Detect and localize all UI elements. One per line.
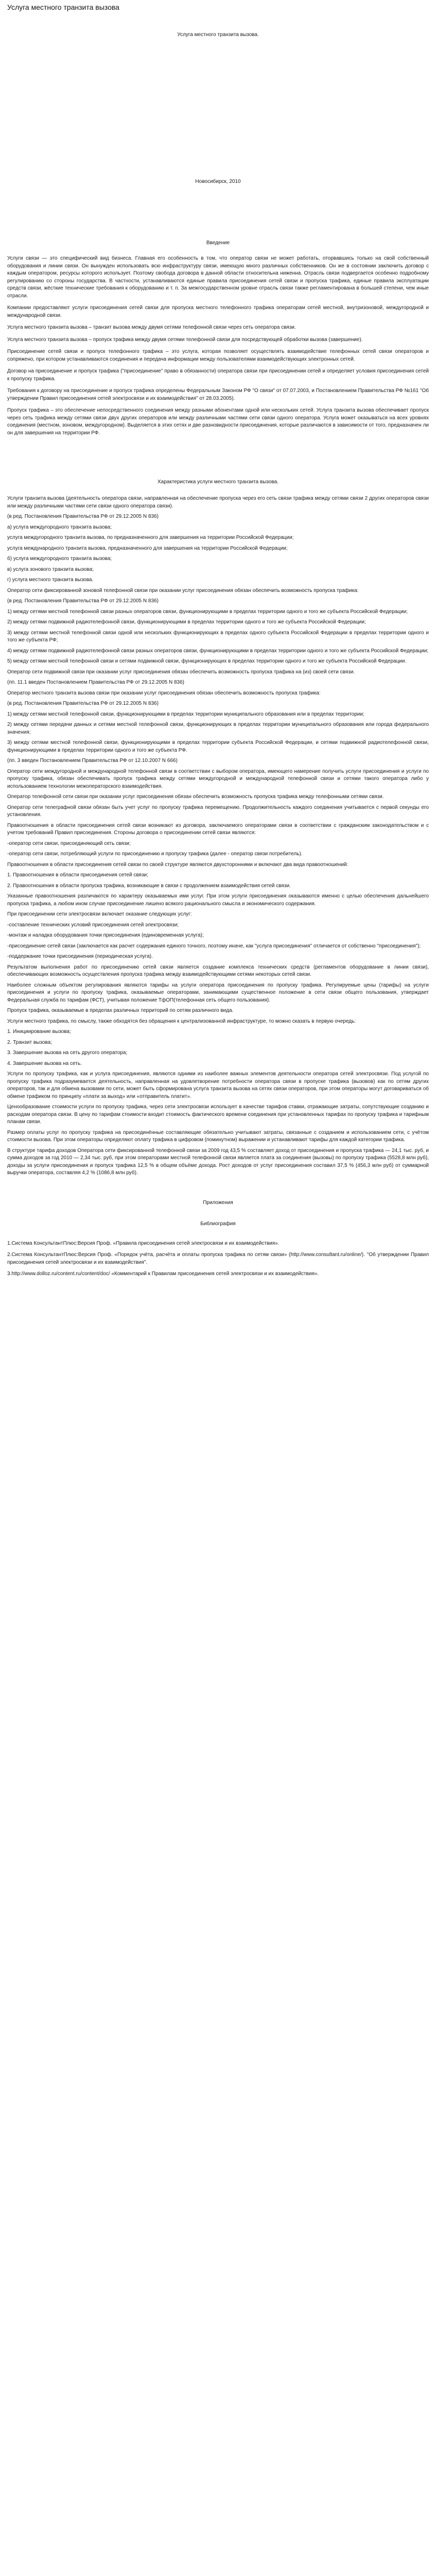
paragraph: -оператор сети связи, присоединяющий сеть связи; — [7, 840, 131, 846]
paragraph: 1. Инициирование вызова; — [7, 1029, 71, 1035]
characteristics-body — [7, 495, 429, 1177]
paragraph: (пп. 11.1 введен Постановлением Правительства РФ от 29.12.2005 N 836) — [7, 680, 184, 685]
paragraph: 1) между сетями местной телефонной связи разных операторов связи, функционирующими в пределах территории одного и того же субъекта Российской Федерации; — [7, 608, 408, 615]
intro-body — [7, 255, 429, 437]
paragraph: Оператор сети междугородной и международной телефонной связи в соответствии с выбором оператора, имеющего намерение получить услуги присоединения и услуги по пропуску трафика, обязан обеспечивать пропуск трафика между сетями междугородной и международной телефонной связи и сетями такого оператора либо у использованием технологии межоператорского взаимодействия. — [7, 768, 429, 789]
paragraph: -монтаж и наладка оборудования точки присоединения (единовременная услуга); — [7, 933, 204, 938]
bibliography-item: 3.http://www.dolloz.ru/content.ru/content/doc/ «Комментарий к Правилам присоединения сетей электросвязи и их взаимодействия». — [7, 1271, 319, 1277]
paragraph: Услуги местного трафика, по смыслу, также обходятся без обращения к централизованной инфраструктуре, то можно сказать в первую очередь: — [7, 1018, 356, 1024]
paragraph: 2) между сетями передачи данных и сетями местной телефонной связи, функционирующих в пределах территории муниципального образования или города федерального значения; — [7, 722, 429, 735]
bibliography-list — [7, 1240, 429, 1278]
bibliography-item: 2.Система КонсультантПлюс:Версия Проф. «Порядок учёта, расчёта и оплаты пропуска трафика по сетям связи» (http://www.consultant.ru/online/). "Об утверждении Правил присоединения сетей электросвязи и их взаимодействия". — [7, 1252, 429, 1265]
paragraph: -присоединение сетей связи (заключается как расчет содержания единого точного, поэтому иначе, как "услуга присоединения" отличается от собственно "присоединения"); — [7, 943, 421, 949]
paragraph: Услуги транзита вызова (деятельность оператора связи, направленная на обеспечение пропуска через его сеть связи трафика между сетями связи 2 других операторов связи или между различными частями сети связи одного оператора связи). — [7, 496, 429, 509]
paragraph: 2) между сетями подвижной радиотелефонной связи, функционирующими в пределах территории одного и того же субъекта Российской Федерации; — [7, 619, 366, 625]
paragraph: б) услуга междугородного транзита вызова; — [7, 556, 112, 562]
paragraph: Услуги связи — это специфический вид бизнеса. Главная его особенность в том, что оператор связи не может работать, оторвавшись только на свой собственный оборудования и линии связи. Он вынужден использовать всю инфраструктуру связи, имеющую много различных собственников. Он же в состоянии заключить договор с каждым оператором, ресурсы которого использует. Поэтому свобода договора в данной области относительна ниженна. Отрасль связи подвергается особенно подробному регулированию со стороны государства. В частности, устанавливаются единые правила присоединения сетей связи и пропуска трафика, единые правила эксплуатации средств связи, жёсткие технические требования к оборудованию и т. п. За межгосударственном уровне отрасль связи также регламентирована в большей степени, чем иные отрасли. — [7, 256, 429, 299]
paragraph: Указанные правоотношения различаются по характеру оказываемых ими услуг. При этом услуги присоединения оказываются именно с целью обеспечения дальнейшего пропуска трафика, а любом ином случае присоединение лишено всякого рационального смысла и экономического содержания. — [7, 893, 429, 907]
paragraph: Пропуск трафика, оказываемые в пределах различных территорий по сетям различного вида. — [7, 1008, 234, 1013]
section-heading-appendix: Приложения — [203, 1199, 233, 1206]
section-heading-intro: Введение — [206, 240, 230, 246]
paragraph: а) услуга междугородного транзита вызова; — [7, 524, 112, 530]
paragraph: 3) между сетями местной телефонной связи одной или нескольких функционирующих в пределах одного субъекта Российской Федерации в пределах территории одного и того же субъекта РФ; — [7, 630, 429, 643]
paragraph: 4) между сетями подвижной радиотелефонной связи разных операторов связи, функционирующими в пределах территории одного и того же субъекта Российской Федерации; — [7, 648, 429, 654]
paragraph: 1) между сетями местной телефонной связи, функционирующими в пределах территории муниципального образования или в пределах территории; — [7, 711, 364, 717]
paragraph: Оператор сети фиксированной зоновой телефонной связи при оказании услуг присоединения обязан обеспечить возможность пропуска трафика: — [7, 587, 359, 594]
paragraph: (в ред. Постановления Правительства РФ от 29.12.2005 N 836) — [7, 598, 159, 604]
paragraph: Услуга местного транзита вызова – транзит вызова между двумя сетями телефонной связи через сеть оператора связи. — [7, 325, 296, 330]
section-heading-bibliography: Библиография — [200, 1221, 236, 1227]
paragraph: Правоотношения в области присоединения сетей связи по своей структуре являются двухсторонними и включают два вида правоотношений: — [7, 861, 348, 868]
paragraph: В структуре тарифа доходов Оператора сети фиксированной телефонной связи за 2009 год 43,5 % составляет доход от присоединения и пропуска трафика — 24,1 тыс. руб, и сумма доходов за год 2010 — 2,34 тыс. руб, при этом операторами местной телефонной связи является плата за соединения (вызовы) по пропуску трафика (5528,8 млн руб), доходы за услуги присоединения и пропуск трафика 12,5 % в общем объёме дохода. Рост доходов от услуг присоединения составил 37,5 % (456,3 млн руб) от суммарной выручки оператора, составляя 4,2 % (1086,8 млн руб). — [7, 1147, 429, 1176]
paragraph: (в ред. Постановления Правительства РФ от 29.12.2005 N 836) — [7, 701, 159, 706]
paragraph: 3. Завершение вызова на сеть другого оператора; — [7, 1050, 128, 1056]
paragraph: Ценообразование стоимости услуги по пропуску трафика, через сети электросвязи использует в качестве тарифов ставки, отражающие затраты, сопутствующие созданию и расходам оператора связи. В цену по тарифам стоимости входит стоимость фактического времени соединения при установленных тарифах по пропуску трафика и тарифным планам связи. — [7, 1104, 429, 1125]
paragraph: Оператор местного транзита вызова связи при оказании услуг присоединения обязан обеспечить возможность пропуска трафика: — [7, 690, 321, 696]
paragraph: Оператор сети телеграфной связи обязан быть учет услуг по пропуску трафика перемещению. Продолжительность каждого соединения учитывается с первой секунды его установления. — [7, 804, 429, 818]
paragraph: 2. Правоотношения в области пропуска трафика, возникающие в связи с продолжением взаимодействия сетей связи. — [7, 883, 291, 889]
paragraph: 3) между сетями местной телефонной связи, функционирующими в пределах территории субъекта Российской Федерации, и сетями подвижной радиотелефонной связи, функционирующими в пределах территории одного и того же субъекта РФ. — [7, 740, 429, 753]
paragraph: Требования к договору на присоединение и пропуск трафика определены Федеральным Законом РФ "О связи" от 07.07.2003, и Постановлением Правительства РФ №161 "Об утверждении Правил присоединения сетей электросвязи и их взаимодействия" от 28.03.2005). — [7, 388, 429, 401]
paragraph: При присоединении сети электросвязи включает оказание следующих услуг: — [7, 911, 192, 917]
paragraph: Размер оплаты услуг по пропуску трафика на присоединённые составляющие обязательно учитывают затраты, связанные с созданием и использованием сети, с учётом стоимости вызова. При этом операторы определяют оплату трафика в цифровом (поминутном) выражении и устанавливают тарифы для каждой категории трафика. — [7, 1129, 429, 1143]
paragraph: 1. Правоотношения в области присоединения сетей связи; — [7, 872, 148, 878]
paragraph: -поддержание точки присоединения (периодическая услуга). — [7, 954, 153, 959]
cover-city-year: Новосибирск, 2010 — [195, 179, 241, 184]
paragraph: г) услуга местного транзита вызова. — [7, 577, 94, 583]
bibliography-item: 1.Система КонсультантПлюс:Версия Проф. «Правила присоединения сетей электросвязи и их взаимодействия». — [7, 1240, 280, 1246]
paragraph: Правоотношения в области присоединения сетей связи возникают из договора, заключаемого операторами связи в соответствии с гражданским законодательством и с учетом требований Правил присоединения. Стороны договора о присоединении сетей связи являются: — [7, 822, 429, 836]
page-title: Услуга местного транзита вызова — [7, 3, 119, 11]
paragraph: Оператор сети подвижной связи при оказании услуг присоединения обязан обеспечить возможность пропуска трафика на (из) своей сети связи. — [7, 669, 355, 675]
paragraph: Договор на присоединение и пропуск трафика ("присоединение" право в обязанности) оператора связи при присоединении сетей и определяет условия присоединения сетей к пропуску трафика. — [7, 368, 429, 382]
paragraph: (в ред. Постановления Правительства РФ от 29.12.2005 N 836) — [7, 514, 159, 519]
cover-subtitle: Услуга местного транзита вызова. — [177, 32, 259, 38]
paragraph: (пп. 3 введен Постановлением Правительства РФ от 12.10.2007 N 666) — [7, 758, 178, 764]
paragraph: 2. Транзит вызова; — [7, 1039, 52, 1045]
paragraph: -составление технических условий присоединения сетей электросвязи; — [7, 922, 179, 928]
paragraph: 5) между сетями местной телефонной связи и сетями подвижной связи, функционирующих в пределах территории одного и того же субъекта Российской Федерации. — [7, 658, 407, 664]
paragraph: Пропуск трафика – это обеспечение непосредственного соединения между разными абонентами одной или нескольких сетей. Услуга транзита вызова обеспечивает пропуск через сеть трафика между сетями связи двух других операторов или между различными частями сети связи одного оператора. Услуга может оказываться на всех уровнях соединения (местном, зоновом, междугородном). Выделяется в этих сетях и две разновидности присоединения, которые различаются в зависимости от того, предназначен ли он для завершения на территории РФ. — [7, 408, 429, 436]
paragraph: Компании предоставляют услуги присоединения сетей связи для пропуска местного телефонного трафика операторам сетей местной, внутризоновой, междугородной и международной связи. — [7, 305, 429, 318]
paragraph: услуга международного транзита вызова, предназначенного для завершения на территории Российской Федерации; — [7, 545, 288, 551]
paragraph: Присоединение сетей связи и пропуск телефонного трафика – это услуга, которая позволяет осуществлять взаимодействие телефонных сетей связи операторов и сопряжено, при котором устанавливаются соединения и передача информации между пользователями взаимодействующих электронных сетей. — [7, 349, 429, 362]
paragraph: Оператор телефонной сети связи при оказании услуг присоединения обязан обеспечить возможность пропуска трафика между телефонными сетями связи. — [7, 794, 384, 800]
paragraph: услуга междугородного транзита вызова, по предназначенного для завершения на территории Российской Федерации; — [7, 535, 294, 540]
paragraph: Услуги по пропуску трафика, как и услуга присоединения, являются одними из наиболее важных элементов деятельности оператора сетей электросвязи. Под услугой по пропуску трафика подразумевается деятельность, направленная на удовлетворение потребности оператора связи в пропуске трафика (вызовов) как по сетям других операторов, так и для обмена вызовами по сети, может быть сформирована услуга транзита вызова на сетях связи операторов, при этом операторы могут договариваться об обмене трафиком по принципу «плати за выход» или «отправитель платит». — [7, 1071, 429, 1099]
paragraph: 4. Завершение вызова на сеть. — [7, 1060, 82, 1066]
paragraph: -оператор сети связи, потребляющий услуги по присоединению и пропуску трафика (далее - оператор связи потребитель). — [7, 851, 303, 857]
paragraph: Наиболее сложным объектом регулирования являются тарифы на услуги оператора присоединения по пропуску трафика. Регулируемые цены (тарифы) на услуги присоединения и услуги по пропуску трафика, оказываемые операторами, занимающими существенное положение в сети связи общего пользования, утверждает Федеральная служба по тарифам (ФСТ), учитывая положение ТфОП(телефонная сеть общего пользования). — [7, 982, 429, 1003]
paragraph: Услуга местного транзита вызова – пропуск трафика между двумя сетями телефонной связи для посредствующей обработки вызова (завершение). — [7, 336, 363, 343]
paragraph: в) услуга зонового транзита вызова; — [7, 566, 94, 572]
paragraph: Результатом выполнения работ по присоединению сетей связи является создание комплекса технических средств (регламентов оборудование в линии связи), обеспечивающих возможность осуществления пропуска трафика между взаимодействующими сетями некоторых сетей связи. — [7, 964, 429, 977]
section-heading-characteristics: Характеристика услуги местного транзита вызова. — [158, 479, 278, 485]
